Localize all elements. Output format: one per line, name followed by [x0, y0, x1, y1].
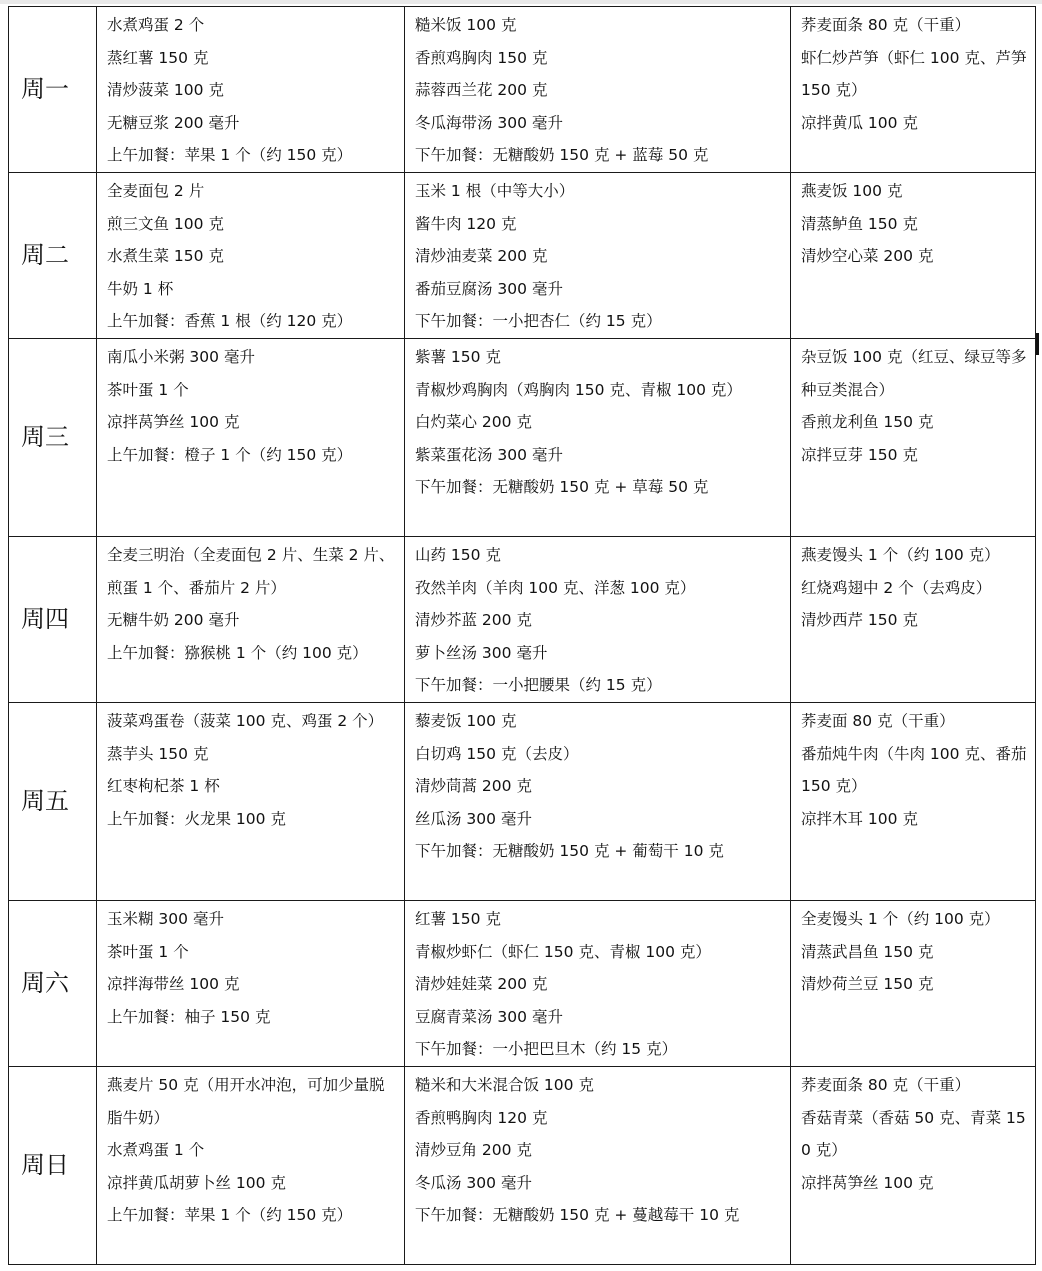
- meal-item: 凉拌木耳 100 克: [801, 809, 918, 828]
- day-row: [9, 338, 1036, 536]
- meal-item: 糙米饭 100 克: [415, 16, 517, 34]
- evening-meal-cell: [791, 536, 1036, 702]
- morning-meal-cell: [97, 338, 405, 536]
- day-label: 周三: [9, 338, 97, 536]
- meal-item: 上午加餐：橙子 1 个（约 150 克）: [107, 445, 353, 464]
- day-row: [9, 900, 1036, 1066]
- meal-item: 山药 150 克: [415, 545, 501, 564]
- meal-item: 清蒸武昌鱼 150 克: [801, 942, 934, 961]
- meal-item: 全麦三明治（全麦面包 2 片、生菜 2 片、煎蛋 1 个、番茄片 2 片）: [107, 545, 395, 597]
- midday-meal-cell: [405, 536, 791, 702]
- meal-item: 豆腐青菜汤 300 毫升: [415, 1007, 563, 1026]
- meal-item: 煎三文鱼 100 克: [107, 214, 224, 233]
- evening-meal-cell: [791, 338, 1036, 536]
- meal-item: 下午加餐：无糖酸奶 150 克 + 葡萄干 10 克: [415, 842, 724, 861]
- meal-item: 凉拌莴笋丝 100 克: [107, 413, 240, 432]
- meal-item: 红枣枸杞茶 1 杯: [107, 777, 220, 796]
- day-label: 周五: [9, 702, 97, 900]
- meal-item: 萝卜丝汤 300 毫升: [415, 643, 548, 662]
- meal-item: 紫薯 150 克: [415, 347, 501, 366]
- midday-meal-cell: [405, 172, 791, 338]
- meal-item: 全麦面包 2 片: [107, 181, 205, 200]
- meal-item: 香煎龙利鱼 150 克: [801, 413, 934, 432]
- midday-meal-cell: [405, 7, 791, 173]
- meal-item: 香煎鸡胸肉 150 克: [415, 48, 548, 67]
- midday-meal-cell: [405, 1066, 791, 1264]
- meal-item: 虾仁炒芦笋（虾仁 100 克、芦笋 150 克）: [801, 48, 1027, 100]
- meal-item: 水煮鸡蛋 1 个: [107, 1141, 205, 1160]
- meal-item: 清蒸鲈鱼 150 克: [801, 214, 918, 233]
- morning-meal-cell: [97, 702, 405, 900]
- meal-item: 荞麦面条 80 克（干重）: [801, 1075, 971, 1094]
- meal-table-body: [9, 7, 1036, 1265]
- meal-item: 燕麦片 50 克（用开水冲泡，可加少量脱脂牛奶）: [107, 1075, 385, 1127]
- meal-item: 清炒芥蓝 200 克: [415, 611, 532, 630]
- meal-item: 红薯 150 克: [415, 909, 501, 928]
- day-label: 周四: [9, 536, 97, 702]
- meal-item: 上午加餐：香蕉 1 根（约 120 克）: [107, 312, 353, 331]
- morning-meal-cell: [97, 1066, 405, 1264]
- morning-meal-cell: [97, 536, 405, 702]
- meal-item: 蒸芋头 150 克: [107, 744, 209, 763]
- day-row: [9, 172, 1036, 338]
- meal-item: 清炒豆角 200 克: [415, 1141, 532, 1160]
- meal-item: 酱牛肉 120 克: [415, 214, 517, 233]
- meal-item: 清炒空心菜 200 克: [801, 247, 934, 266]
- meal-item: 蒜蓉西兰花 200 克: [415, 81, 548, 100]
- meal-item: 无糖豆浆 200 毫升: [107, 113, 240, 132]
- meal-item: 蒸红薯 150 克: [107, 48, 209, 67]
- meal-item: 青椒炒虾仁（虾仁 150 克、青椒 100 克）: [415, 942, 711, 961]
- morning-meal-cell: [97, 900, 405, 1066]
- meal-item: 香菇青菜（香菇 50 克、青菜 150 克）: [801, 1108, 1026, 1160]
- evening-meal-cell: [791, 1066, 1036, 1264]
- meal-item: 孜然羊肉（羊肉 100 克、洋葱 100 克）: [415, 578, 696, 597]
- day-label: 周二: [9, 172, 97, 338]
- meal-item: 番茄炖牛肉（牛肉 100 克、番茄 150 克）: [801, 744, 1027, 796]
- meal-item: 燕麦馒头 1 个（约 100 克）: [801, 545, 1000, 564]
- meal-item: 杂豆饭 100 克（红豆、绿豆等多种豆类混合）: [801, 347, 1027, 399]
- meal-item: 凉拌莴笋丝 100 克: [801, 1173, 934, 1192]
- meal-item: 凉拌黄瓜 100 克: [801, 113, 918, 132]
- meal-item: 上午加餐：猕猴桃 1 个（约 100 克）: [107, 643, 368, 662]
- day-label: 周日: [9, 1066, 97, 1264]
- text-cursor: [1036, 333, 1039, 355]
- meal-item: 下午加餐：无糖酸奶 150 克 + 草莓 50 克: [415, 478, 709, 497]
- meal-item: 白灼菜心 200 克: [415, 413, 532, 432]
- meal-item: 凉拌黄瓜胡萝卜丝 100 克: [107, 1173, 286, 1192]
- meal-item: 荞麦面条 80 克（干重）: [801, 16, 971, 34]
- meal-item: 无糖牛奶 200 毫升: [107, 611, 240, 630]
- meal-item: 白切鸡 150 克（去皮）: [415, 744, 579, 763]
- evening-meal-cell: [791, 702, 1036, 900]
- meal-item: 玉米 1 根（中等大小）: [415, 181, 575, 200]
- meal-item: 清炒菠菜 100 克: [107, 81, 224, 100]
- meal-item: 下午加餐：无糖酸奶 150 克 + 蔓越莓干 10 克: [415, 1206, 740, 1225]
- meal-item: 番茄豆腐汤 300 毫升: [415, 279, 563, 298]
- meal-item: 上午加餐：柚子 150 克: [107, 1007, 271, 1026]
- day-row: [9, 1066, 1036, 1264]
- midday-meal-cell: [405, 702, 791, 900]
- weekly-meal-plan-table: [8, 6, 1036, 1265]
- meal-item: 下午加餐：一小把腰果（约 15 克）: [415, 676, 662, 695]
- meal-item: 紫菜蛋花汤 300 毫升: [415, 445, 563, 464]
- meal-item: 菠菜鸡蛋卷（菠菜 100 克、鸡蛋 2 个）: [107, 711, 384, 730]
- midday-meal-cell: [405, 900, 791, 1066]
- meal-item: 下午加餐：一小把杏仁（约 15 克）: [415, 312, 662, 331]
- evening-meal-cell: [791, 7, 1036, 173]
- day-label: 周六: [9, 900, 97, 1066]
- meal-item: 清炒荷兰豆 150 克: [801, 975, 934, 994]
- meal-item: 红烧鸡翅中 2 个（去鸡皮）: [801, 578, 992, 597]
- meal-item: 清炒茼蒿 200 克: [415, 777, 532, 796]
- meal-item: 燕麦饭 100 克: [801, 181, 903, 200]
- meal-item: 上午加餐：苹果 1 个（约 150 克）: [107, 146, 353, 165]
- meal-item: 凉拌豆芽 150 克: [801, 445, 918, 464]
- meal-item: 糙米和大米混合饭 100 克: [415, 1075, 594, 1094]
- meal-item: 牛奶 1 杯: [107, 279, 174, 298]
- evening-meal-cell: [791, 900, 1036, 1066]
- evening-meal-cell: [791, 172, 1036, 338]
- day-row: [9, 7, 1036, 173]
- meal-item: 冬瓜海带汤 300 毫升: [415, 113, 563, 132]
- page-top-edge: [0, 0, 1042, 4]
- meal-item: 茶叶蛋 1 个: [107, 380, 189, 399]
- meal-item: 丝瓜汤 300 毫升: [415, 809, 532, 828]
- meal-item: 凉拌海带丝 100 克: [107, 975, 240, 994]
- midday-meal-cell: [405, 338, 791, 536]
- day-row: [9, 702, 1036, 900]
- meal-item: 下午加餐：一小把巴旦木（约 15 克）: [415, 1040, 678, 1059]
- meal-item: 水煮鸡蛋 2 个: [107, 16, 205, 34]
- meal-item: 上午加餐：苹果 1 个（约 150 克）: [107, 1206, 353, 1225]
- meal-item: 上午加餐：火龙果 100 克: [107, 809, 286, 828]
- morning-meal-cell: [97, 172, 405, 338]
- meal-item: 清炒娃娃菜 200 克: [415, 975, 548, 994]
- meal-item: 冬瓜汤 300 毫升: [415, 1173, 532, 1192]
- meal-item: 玉米糊 300 毫升: [107, 909, 224, 928]
- morning-meal-cell: [97, 7, 405, 173]
- meal-item: 清炒油麦菜 200 克: [415, 247, 548, 266]
- meal-item: 茶叶蛋 1 个: [107, 942, 189, 961]
- day-label: 周一: [9, 7, 97, 173]
- meal-item: 荞麦面 80 克（干重）: [801, 711, 955, 730]
- meal-item: 清炒西芹 150 克: [801, 611, 918, 630]
- meal-item: 藜麦饭 100 克: [415, 711, 517, 730]
- day-row: [9, 536, 1036, 702]
- meal-item: 南瓜小米粥 300 毫升: [107, 347, 255, 366]
- meal-item: 青椒炒鸡胸肉（鸡胸肉 150 克、青椒 100 克）: [415, 380, 742, 399]
- meal-item: 水煮生菜 150 克: [107, 247, 224, 266]
- meal-item: 下午加餐：无糖酸奶 150 克 + 蓝莓 50 克: [415, 146, 709, 165]
- meal-item: 香煎鸭胸肉 120 克: [415, 1108, 548, 1127]
- meal-item: 全麦馒头 1 个（约 100 克）: [801, 909, 1000, 928]
